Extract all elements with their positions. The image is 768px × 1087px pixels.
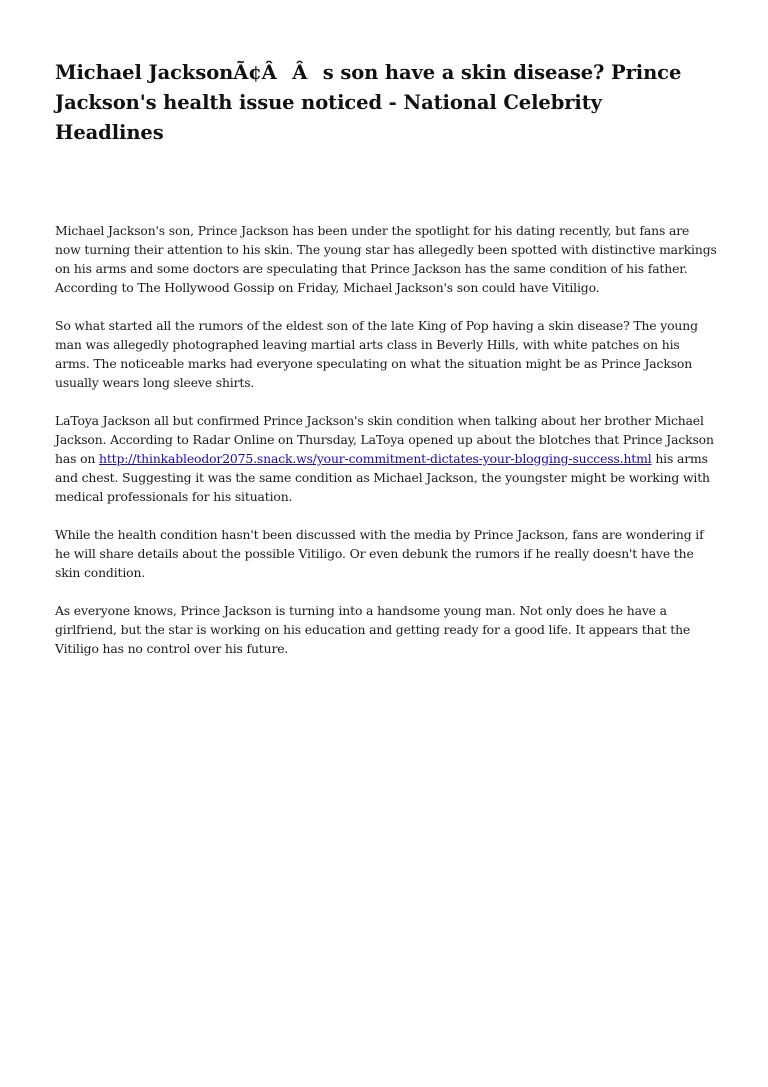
document-page [55, 58, 717, 677]
paragraph-3-text-before: LaToya Jackson all but confirmed Prince Jackson's skin condition when talking about her brother Michael Jackson. According to Radar Online on Thursday, LaToya opened up about the blotches that Prince Jackson has on [55, 413, 714, 466]
article-body [55, 221, 717, 658]
paragraph-2: So what started all the rumors of the eldest son of the late King of Pop having a skin disease? The young man was allegedly photographed leaving martial arts class in Beverly Hills, with white patches on his arms. The noticeable marks had everyone speculating on what the situation might be as Prince Jackson usually wears long sleeve shirts. [55, 318, 698, 390]
paragraph-5: As everyone knows, Prince Jackson is turning into a handsome young man. Not only does he have a girlfriend, but the star is working on his education and getting ready for a good life. It appears that the Vitiligo has no control over his future. [55, 603, 691, 656]
article-link[interactable]: http://thinkableodor2075.snack.ws/your-commitment-dictates-your-blogging-success.html [99, 451, 652, 466]
paragraph-3 [55, 411, 717, 506]
paragraph-3-text-after: his arms and chest. Suggesting it was the same condition as Michael Jackson, the youngster might be working with medical professionals for his situation. [55, 451, 710, 504]
paragraph-1: Michael Jackson's son, Prince Jackson has been under the spotlight for his dating recently, but fans are now turning their attention to his skin. The young star has allegedly been spotted with distinctive markings on his arms and some doctors are speculating that Prince Jackson has the same condition of his father. According to The Hollywood Gossip on Friday, Michael Jackson's son could have Vitiligo. [55, 223, 717, 295]
paragraph-4: While the health condition hasn't been discussed with the media by Prince Jackson, fans are wondering if he will share details about the possible Vitiligo. Or even debunk the rumors if he really doesn't have the skin condition. [55, 527, 704, 580]
document-title: Michael JacksonÃ¢ÂÂs son have a skin disease? Prince Jackson's health issue noticed - National Celebrity Headlines [55, 61, 682, 144]
